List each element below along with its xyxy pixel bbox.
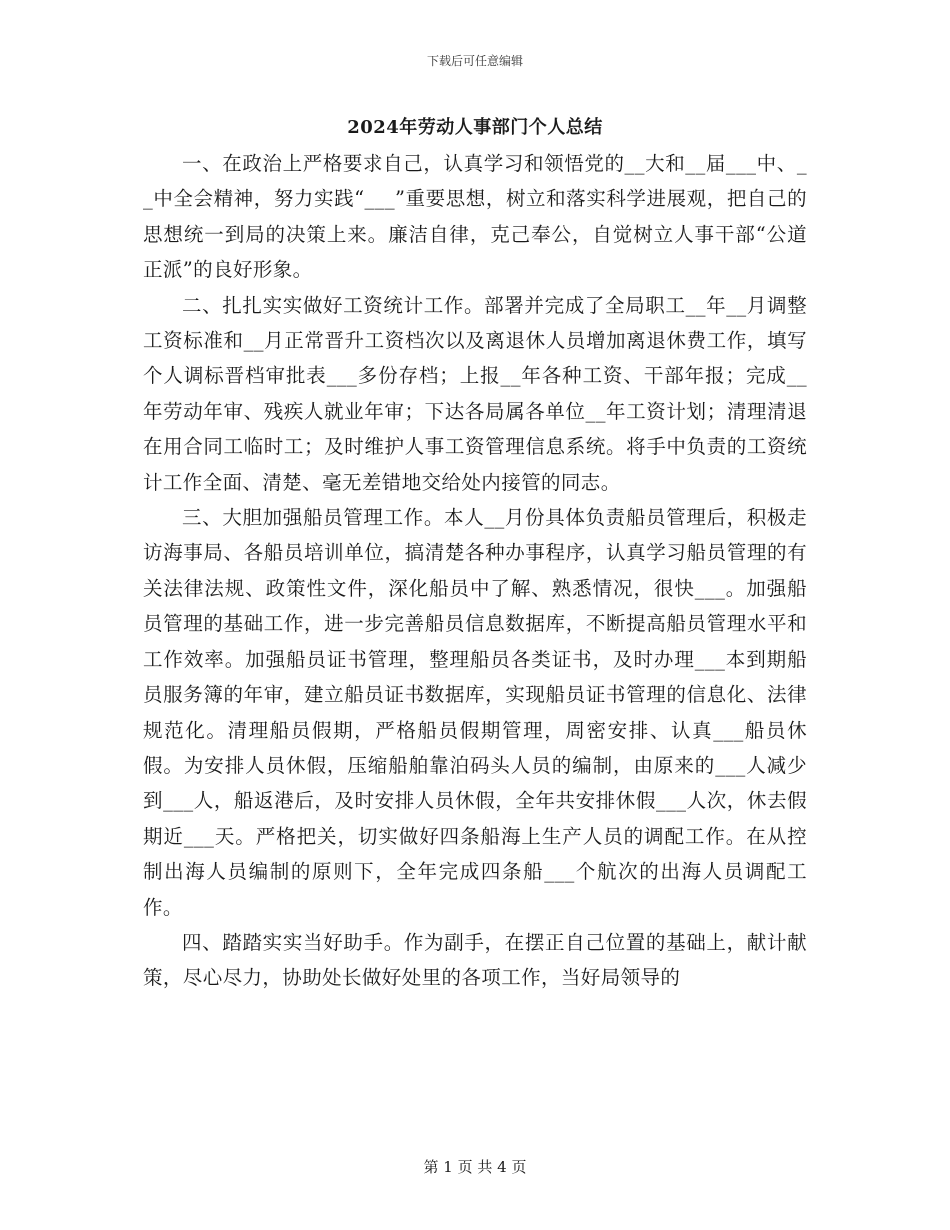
paragraph-assistant-role: 四、踏踏实实当好助手。作为副手，在摆正自己位置的基础上，献计献策，尽心尽力，协助处长做好处里的各项工作，当好局领导的: [143, 930, 807, 990]
document-title: 2024年劳动人事部门个人总结: [347, 117, 603, 138]
page-header-note: 下载后可任意编辑: [426, 54, 523, 68]
page-number: 第 1 页 共 4 页: [423, 1158, 527, 1176]
document-body: [143, 146, 807, 996]
paragraph-wage-statistics: 二、扎扎实实做好工资统计工作。部署并完成了全局职工__年__月调整工资标准和__月正常晋升工资档次以及离退休人员增加离退休费工作，填写个人调标晋档审批表___多份存档；上报__年各种工资、干部年报；完成__年劳动年审、残疾人就业年审；下达各局属各单位__年工资计划；清理清退在用合同工临时工；及时维护人事工资管理信息系统。将手中负责的工资统计工作全面、清楚、毫无差错地交给处内接管的同志。: [143, 293, 807, 494]
paragraph-crew-management: 三、大胆加强船员管理工作。本人__月份具体负责船员管理后，积极走访海事局、各船员培训单位，搞清楚各种办事程序，认真学习船员管理的有关法律法规、政策性文件，深化船员中了解、熟悉情况，很快___。加强船员管理的基础工作，进一步完善船员信息数据库，不断提高船员管理水平和工作效率。加强船员证书管理，整理船员各类证书，及时办理___本到期船员服务簿的年审，建立船员证书数据库，实现船员证书管理的信息化、法律规范化。清理船员假期，严格船员假期管理，周密安排、认真___船员休假。为安排人员休假，压缩船舶靠泊码头人员的编制，由原来的___人减少到___人，船返港后，及时安排人员休假，全年共安排休假___人次，休去假期近___天。严格把关，切实做好四条船海上生产人员的调配工作。在从控制出海人员编制的原则下，全年完成四条船___个航次的出海人员调配工作。: [143, 506, 807, 919]
paragraph-political: 一、在政治上严格要求自己，认真学习和领悟党的__大和__届___中、__中全会精神，努力实践“___”重要思想，树立和落实科学进展观，把自己的思想统一到局的决策上来。廉洁自律，克己奉公，自觉树立人事干部“公道正派”的良好形象。: [143, 152, 807, 282]
